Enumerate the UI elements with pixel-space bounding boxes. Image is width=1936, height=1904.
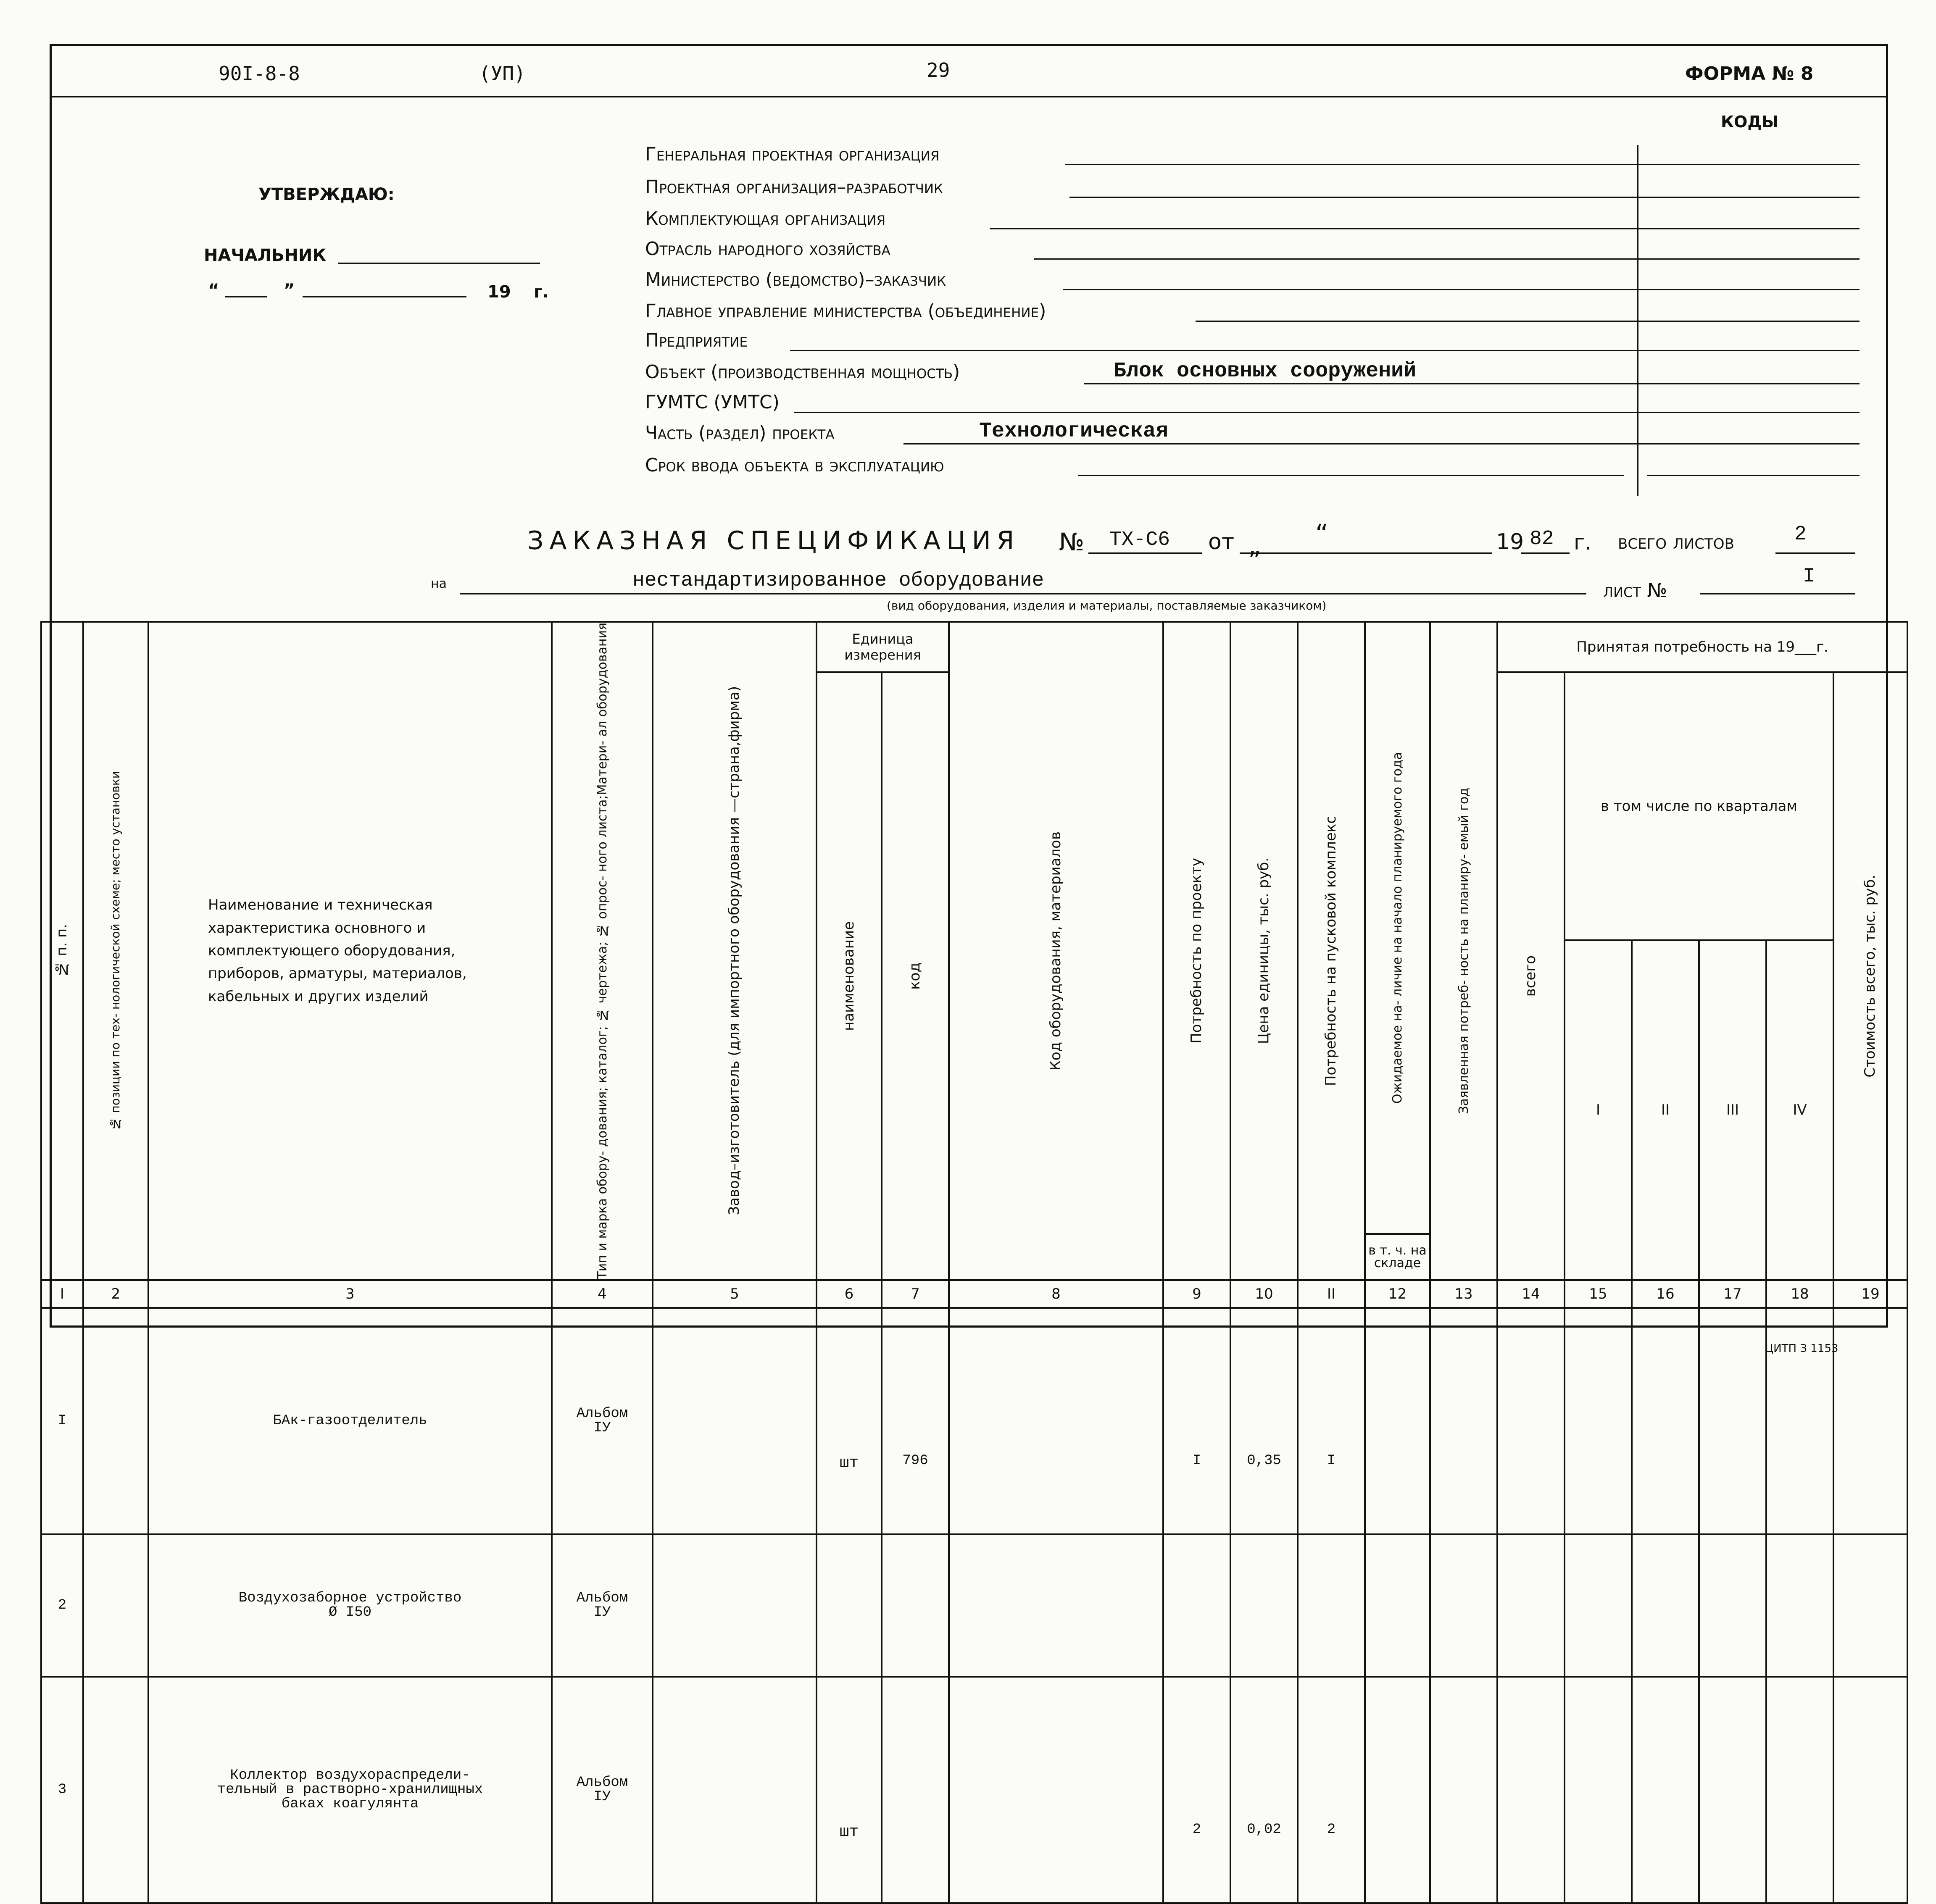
- org-value-section: Технологическая: [979, 419, 1169, 443]
- date-quote-open: “: [208, 281, 219, 300]
- specification-table: [40, 621, 1908, 1904]
- row-manufacturer: [653, 1677, 817, 1903]
- col-header-equipment-code: Код оборудования, материалов: [949, 622, 1163, 1280]
- col-num: 10: [1230, 1280, 1298, 1308]
- org-line-main-department: [1196, 321, 1860, 322]
- org-line-supplier: [990, 228, 1860, 229]
- col-num: 6: [817, 1280, 882, 1308]
- spec-sheet-line: [1700, 593, 1855, 594]
- date-quote-close: ”: [284, 281, 295, 300]
- org-line-enterprise: [790, 350, 1860, 351]
- part-code: (УП): [479, 62, 526, 85]
- col-num: 14: [1497, 1280, 1565, 1308]
- col-num: 15: [1565, 1280, 1632, 1308]
- row-launch: 2: [1298, 1677, 1365, 1903]
- spec-quote-close: ”: [1248, 546, 1262, 576]
- approval-year-prefix: 19: [487, 282, 511, 302]
- col-header-in-stock: в т. ч. на складе: [1365, 1234, 1430, 1280]
- col-header-unit: Единица измерения: [817, 622, 949, 672]
- col-header-total: всего: [1497, 672, 1565, 1280]
- org-label-deadline: Срок ввода объекта в эксплуатацию: [645, 455, 944, 476]
- col-header-cost: Стоимость всего, тыс. руб.: [1833, 672, 1907, 1280]
- col-header-expected: Ожидаемое на- личие на начало планируемого года: [1365, 622, 1430, 1234]
- col-num: 8: [949, 1280, 1163, 1308]
- col-num: I: [41, 1280, 83, 1308]
- row-equipment-code: [949, 1534, 1163, 1677]
- row-need: [1163, 1534, 1230, 1677]
- spec-caption: (вид оборудования, изделия и материалы, поставляемые заказчиком): [887, 599, 1327, 613]
- org-label-section: Часть (раздел) проекта: [645, 422, 835, 444]
- row-need: 2: [1163, 1677, 1230, 1903]
- org-line-gumts: [794, 412, 1860, 413]
- spec-year-label: 19: [1496, 529, 1524, 555]
- row-manufacturer: [653, 1534, 817, 1677]
- org-line-general: [1065, 164, 1860, 165]
- spec-sheet-number: I: [1803, 565, 1815, 588]
- col-num: 5: [653, 1280, 817, 1308]
- row-unit-name: шт: [817, 1308, 882, 1534]
- org-label-main-department: Главное управление министерства (объединение): [645, 300, 1046, 322]
- row-launch: [1298, 1534, 1365, 1677]
- col-header-unit-name: наименование: [817, 672, 882, 1280]
- spec-quote-open: “: [1315, 519, 1329, 548]
- org-line-industry: [1034, 258, 1860, 260]
- org-label-developer: Проектная организация–разработчик: [645, 176, 943, 198]
- org-line-developer: [1069, 197, 1860, 198]
- spec-date-line: [1240, 552, 1492, 554]
- row-name: Коллектор воздухораспредели- тельный в растворно-хранилищных баках коагулянта: [148, 1677, 552, 1903]
- org-line-deadline-code: [1647, 475, 1860, 476]
- col-num: II: [1298, 1280, 1365, 1308]
- spec-number-label: №: [1059, 528, 1085, 556]
- row-launch: I: [1298, 1308, 1365, 1534]
- approval-title: УТВЕРЖДАЮ:: [258, 185, 395, 204]
- spec-equipment-type: нестандартизированное оборудование: [632, 569, 1044, 592]
- col-num: 13: [1430, 1280, 1497, 1308]
- table-row: [41, 1677, 1907, 1903]
- spec-year: 82: [1530, 528, 1554, 550]
- org-value-object: Блок основных сооружений: [1114, 359, 1417, 383]
- org-line-deadline: [1078, 475, 1624, 476]
- form-number: ФОРМА № 8: [1685, 63, 1814, 84]
- approval-head-label: НАЧАЛЬНИК: [204, 246, 327, 265]
- col-num: 16: [1632, 1280, 1699, 1308]
- row-unit-code: [882, 1677, 949, 1903]
- col-header-type: Тип и марка обору- дования; каталог; № чертежа; № опрос- ного листа;Матери- ал оборудования: [552, 622, 653, 1280]
- spec-total-sheets-line: [1775, 552, 1855, 554]
- org-label-ministry: Министерство (ведомство)–заказчик: [645, 269, 946, 290]
- col-num: 2: [83, 1280, 148, 1308]
- row-manufacturer: [653, 1308, 817, 1534]
- col-header-q3: III: [1699, 940, 1766, 1280]
- org-label-object: Объект (производственная мощность): [645, 361, 960, 383]
- page-number: 29: [927, 59, 950, 82]
- col-header-unit-code: код: [882, 672, 949, 1280]
- col-num: 7: [882, 1280, 949, 1308]
- col-num: 12: [1365, 1280, 1430, 1308]
- col-num: 9: [1163, 1280, 1230, 1308]
- row-name: БАк-газоотделитель: [148, 1308, 552, 1534]
- col-header-quarters: в том числе по кварталам: [1565, 672, 1833, 940]
- org-label-enterprise: Предприятие: [645, 330, 748, 351]
- spec-sheet-label: лист №: [1603, 579, 1667, 602]
- col-header-q1: I: [1565, 940, 1632, 1280]
- col-header-accepted: Принятая потребность на 19___г.: [1497, 622, 1907, 672]
- col-num: 18: [1766, 1280, 1833, 1308]
- row-price: 0,35: [1230, 1308, 1298, 1534]
- codes-label: КОДЫ: [1721, 113, 1778, 131]
- spec-number: ТХ-С6: [1109, 529, 1170, 551]
- row-position: [83, 1308, 148, 1534]
- footer-stamp: ЦИТП З 1153: [1765, 1342, 1839, 1355]
- org-label-gumts: ГУМТС (УМТС): [645, 392, 780, 413]
- col-num: 19: [1833, 1280, 1907, 1308]
- org-line-object: [1084, 383, 1860, 384]
- col-header-position: № позиции по тех- нологической схеме; место установки: [83, 622, 148, 1280]
- col-num: 17: [1699, 1280, 1766, 1308]
- row-type: Альбом IУ: [552, 1677, 653, 1903]
- spec-total-sheets: 2: [1794, 523, 1807, 546]
- org-line-ministry: [1063, 289, 1860, 290]
- org-label-industry: Отрасль народного хозяйства: [645, 238, 890, 260]
- spec-for-label: на: [431, 576, 447, 591]
- row-need: I: [1163, 1308, 1230, 1534]
- header-divider: [50, 96, 1888, 97]
- row-type: Альбом IУ: [552, 1308, 653, 1534]
- row-unit-code: [882, 1534, 949, 1677]
- row-name: Воздухозаборное устройство Ø I50: [148, 1534, 552, 1677]
- row-position: [83, 1677, 148, 1903]
- spec-title: ЗАКАЗНАЯ СПЕЦИФИКАЦИЯ: [527, 526, 1020, 555]
- row-equipment-code: [949, 1308, 1163, 1534]
- col-num: 3: [148, 1280, 552, 1308]
- row-price: [1230, 1534, 1298, 1677]
- spec-year-line: [1521, 552, 1570, 554]
- row-number: 3: [41, 1677, 83, 1903]
- col-header-need: Потребность по проекту: [1163, 622, 1230, 1280]
- col-num: 4: [552, 1280, 653, 1308]
- spec-equipment-line: [460, 593, 1586, 594]
- col-header-row-number: № п. п.: [41, 622, 83, 1280]
- approval-signature-line: [338, 263, 540, 264]
- col-header-manufacturer: Завод–изготовитель (для импортного оборудования —страна,фирма): [653, 622, 817, 1280]
- spec-g-label: г.: [1574, 530, 1592, 555]
- table-row: [41, 1534, 1907, 1677]
- table-row: [41, 1308, 1907, 1534]
- document-code: 90I-8-8: [219, 62, 300, 85]
- org-label-general: Генеральная проектная организация: [645, 144, 940, 165]
- row-number: I: [41, 1308, 83, 1534]
- spec-number-line: [1088, 552, 1202, 554]
- row-type: Альбом IУ: [552, 1534, 653, 1677]
- row-unit-name: шт: [817, 1677, 882, 1903]
- org-label-supplier: Комплектующая организация: [645, 208, 886, 229]
- col-header-q4: IV: [1766, 940, 1833, 1280]
- row-equipment-code: [949, 1677, 1163, 1903]
- row-price: 0,02: [1230, 1677, 1298, 1903]
- approval-month-line: [303, 296, 466, 297]
- col-header-price: Цена единицы, тыс. руб.: [1230, 622, 1298, 1280]
- approval-day-line: [225, 296, 267, 297]
- col-header-declared: Заявленная потреб- ность на планиру- емый год: [1430, 622, 1497, 1280]
- col-header-name: Наименование и техническая характеристика основного и комплектующего оборудования, приборов, арматуры, материалов, кабельных и других изделий: [148, 622, 552, 1280]
- col-header-launch: Потребность на пусковой комплекс: [1298, 622, 1365, 1280]
- row-number: 2: [41, 1534, 83, 1677]
- spec-total-sheets-label: всего листов: [1618, 530, 1734, 554]
- row-position: [83, 1534, 148, 1677]
- row-unit-name: [817, 1534, 882, 1677]
- col-header-q2: II: [1632, 940, 1699, 1280]
- approval-year-suffix: г.: [534, 282, 549, 302]
- spec-from-label: от: [1208, 529, 1235, 555]
- column-numbers-row: [41, 1280, 1907, 1308]
- row-unit-code: 796: [882, 1308, 949, 1534]
- org-line-section: [903, 443, 1860, 444]
